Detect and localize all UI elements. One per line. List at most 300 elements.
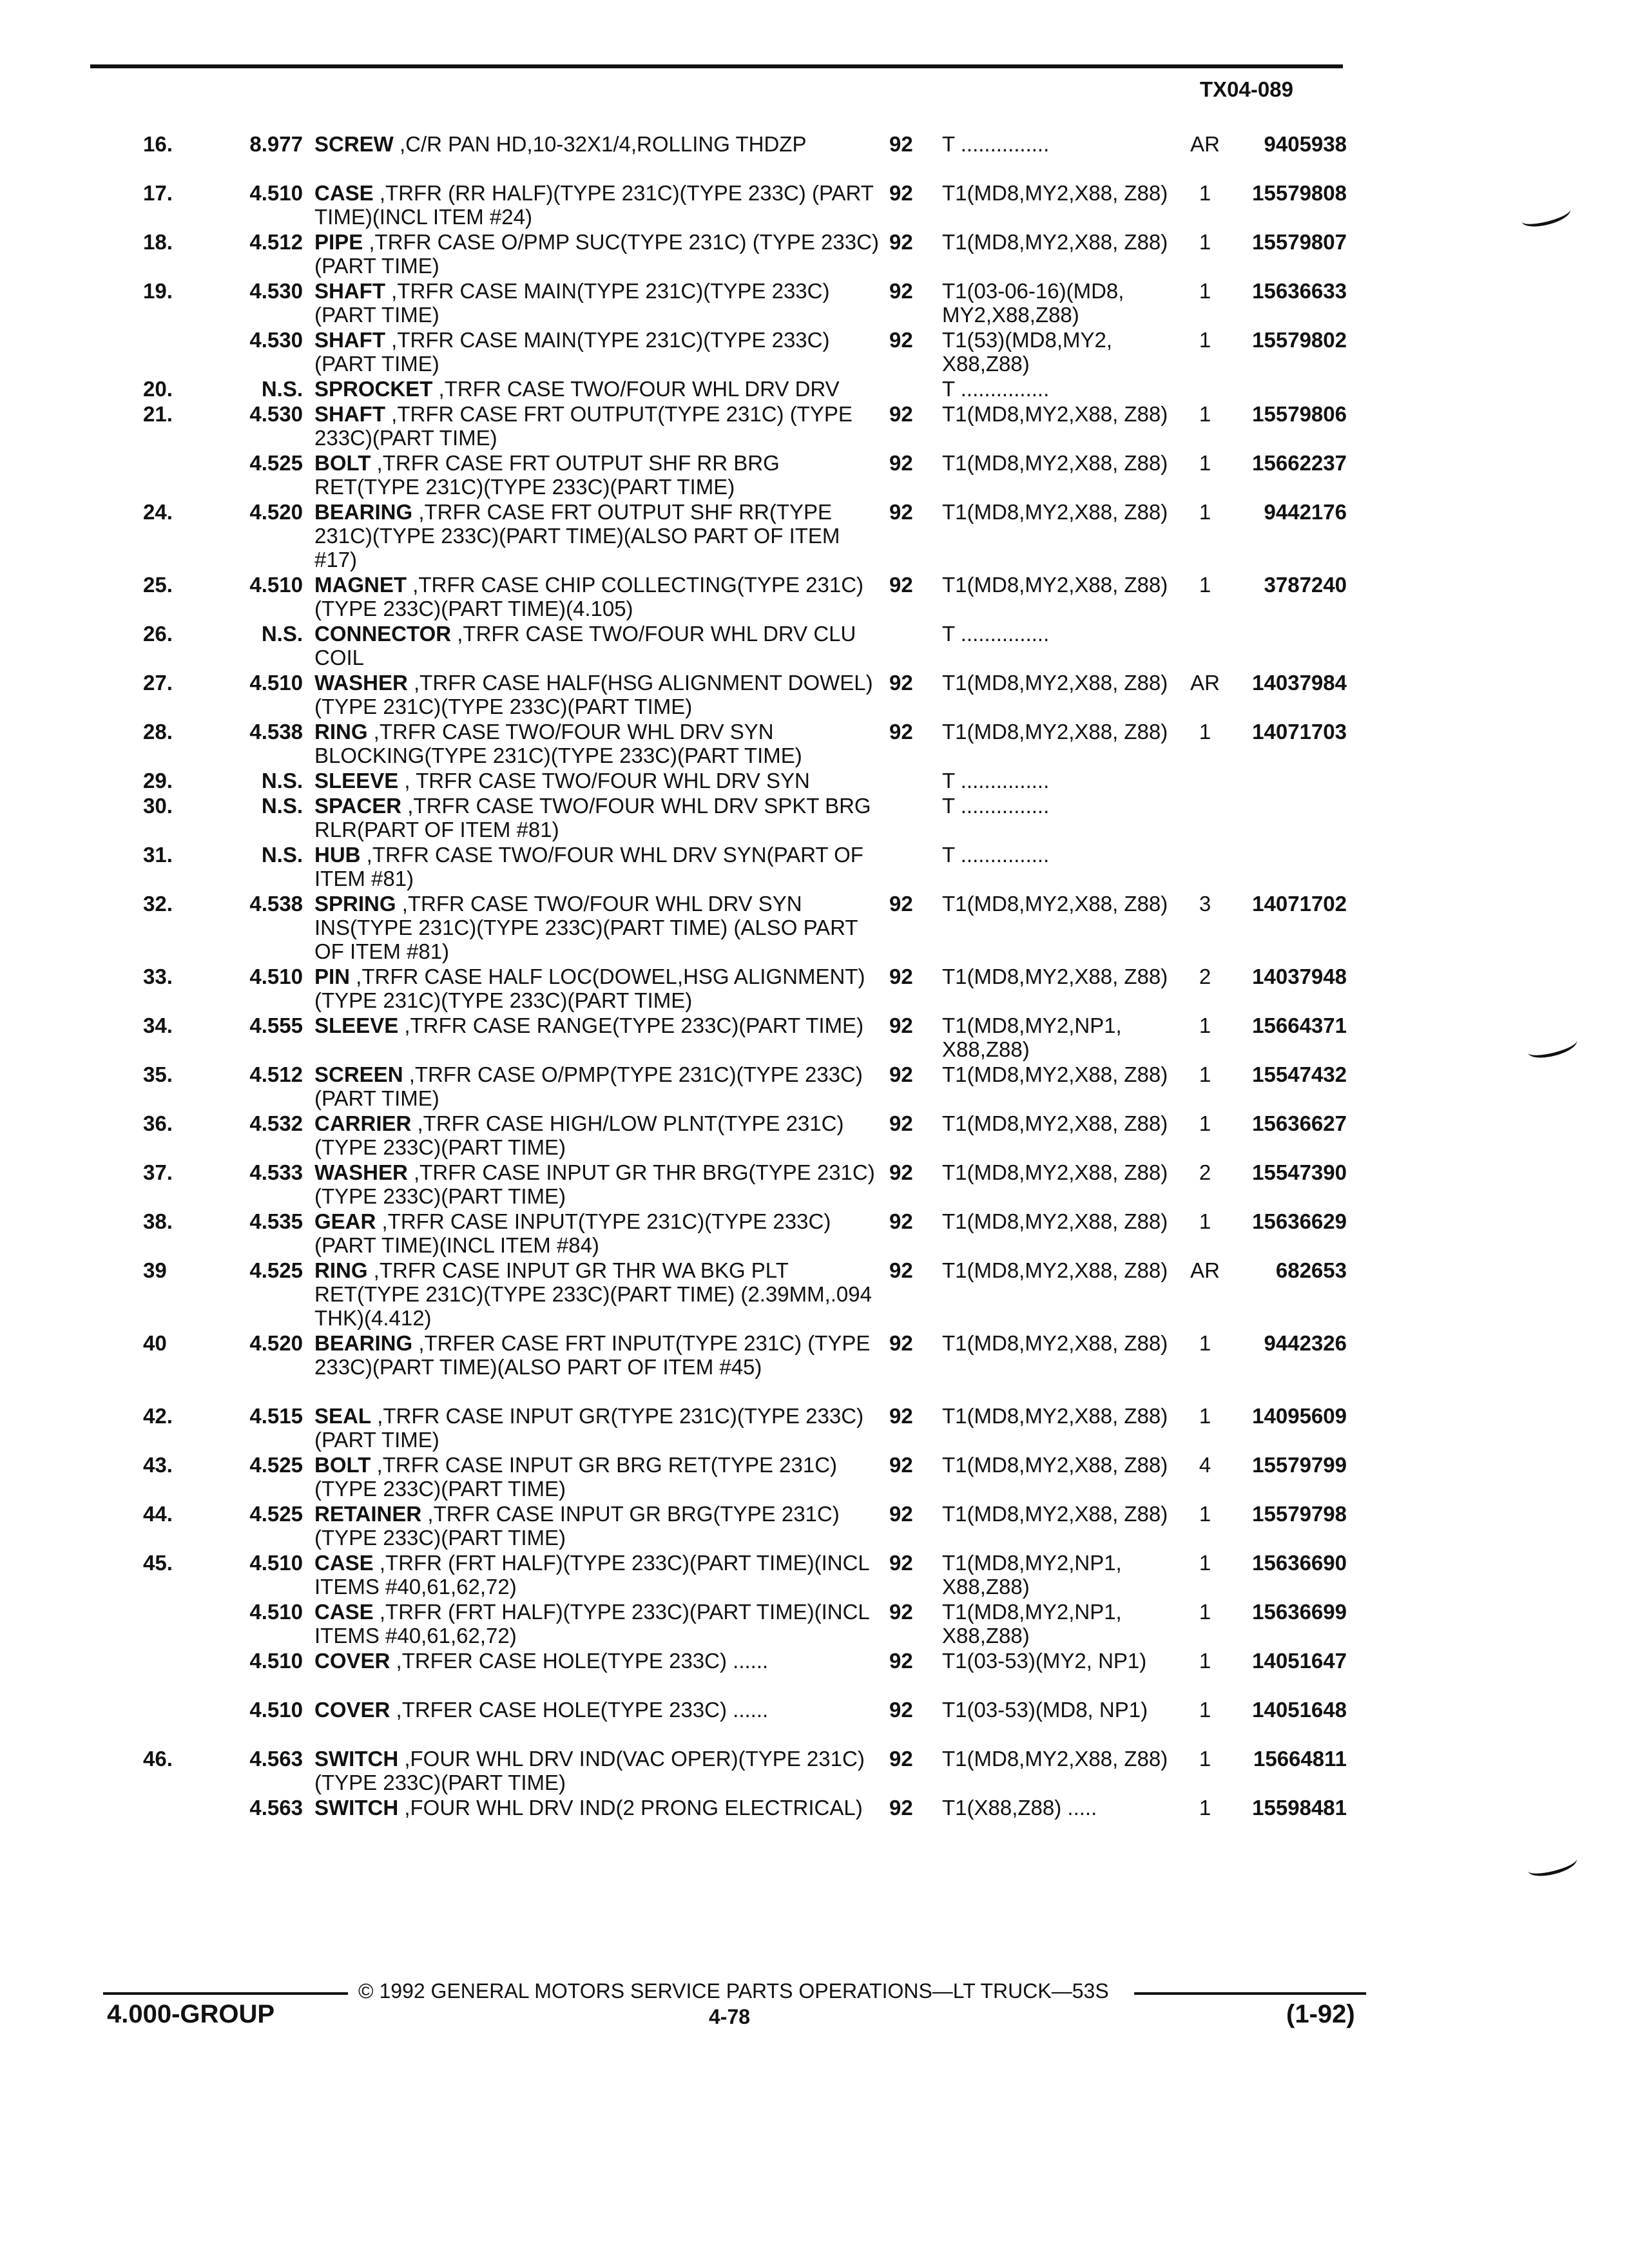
- item-number: 42.: [143, 1404, 173, 1428]
- part-row: [0, 1502, 1629, 1551]
- model-year: 92: [889, 573, 913, 597]
- illustration-reference: 4.563: [249, 1796, 303, 1820]
- application-codes: T1(MD8,MY2,NP1, X88,Z88): [942, 1551, 1122, 1599]
- illustration-reference: 4.555: [249, 1014, 303, 1037]
- part-detail: ,TRFR CASE O/PMP SUC(TYPE 231C) (TYPE 233C)(PART TIME): [314, 230, 879, 278]
- part-number: 15664811: [1253, 1747, 1347, 1771]
- part-name: SPROCKET: [314, 377, 433, 401]
- application-codes: T1(MD8,MY2,X88, Z88): [942, 965, 1168, 988]
- part-number: 15579807: [1252, 230, 1347, 254]
- part-name: WASHER: [314, 671, 408, 695]
- model-year: 92: [889, 1796, 913, 1820]
- illustration-reference: N.S.: [261, 622, 303, 646]
- part-detail: ,TRFR CASE RANGE(TYPE 233C)(PART TIME): [398, 1014, 864, 1037]
- item-number: 26.: [143, 622, 173, 646]
- model-year: 92: [889, 1649, 913, 1673]
- part-name: BOLT: [314, 451, 371, 475]
- part-name: SHAFT: [314, 328, 385, 352]
- part-description: [314, 965, 882, 1012]
- part-row: [0, 279, 1629, 328]
- illustration-reference: 4.510: [249, 965, 303, 988]
- part-description: [314, 132, 882, 156]
- page-number: 4-78: [709, 2005, 751, 2028]
- part-number: 15547432: [1252, 1062, 1347, 1086]
- part-name: RING: [314, 1258, 368, 1282]
- illustration-reference: 4.525: [249, 451, 303, 475]
- part-row: [0, 451, 1629, 500]
- part-detail: ,C/R PAN HD,10-32X1/4,ROLLING THDZP: [393, 132, 807, 156]
- part-name: GEAR: [314, 1209, 376, 1233]
- part-detail: ,TRFR CASE FRT OUTPUT(TYPE 231C) (TYPE 233C)(PART TIME): [314, 402, 853, 450]
- part-detail: ,TRFR CASE INPUT GR THR WA BKG PLT RET(TYPE 231C)(TYPE 233C)(PART TIME) (2.39MM,.094 THK)(4.412): [314, 1258, 872, 1330]
- application-codes: T1(MD8,MY2,X88, Z88): [942, 500, 1168, 524]
- top-rule: [90, 64, 1343, 68]
- part-detail: , TRFR CASE TWO/FOUR WHL DRV SYN: [398, 769, 810, 793]
- part-description: [314, 181, 882, 229]
- part-number: 15598481: [1252, 1796, 1347, 1820]
- model-year: 92: [889, 1331, 913, 1355]
- part-detail: ,TRFR CASE TWO/FOUR WHL DRV SYN INS(TYPE 231C)(TYPE 233C)(PART TIME) (ALSO PART OF ITEM #81): [314, 892, 858, 963]
- part-name: CASE: [314, 181, 374, 205]
- part-description: [314, 230, 882, 278]
- part-row: [0, 671, 1629, 720]
- part-description: [314, 328, 882, 376]
- model-year: 92: [889, 1600, 913, 1624]
- part-description: [314, 500, 882, 572]
- part-number: 15579798: [1252, 1502, 1347, 1526]
- part-number: 14095609: [1252, 1404, 1347, 1428]
- part-description: [314, 1796, 882, 1820]
- quantity: 1: [1199, 573, 1211, 597]
- application-codes: T1(MD8,MY2,X88, Z88): [942, 1747, 1168, 1771]
- part-name: HUB: [314, 843, 361, 867]
- illustration-reference: 4.533: [249, 1160, 303, 1184]
- model-year: 92: [889, 965, 913, 988]
- quantity: 1: [1199, 328, 1211, 352]
- part-number: 15636627: [1252, 1111, 1347, 1135]
- part-name: PIN: [314, 965, 351, 988]
- part-name: CONNECTOR: [314, 622, 452, 646]
- group-label: 4.000-GROUP: [107, 2000, 275, 2028]
- quantity: 1: [1199, 1551, 1211, 1575]
- item-number: 17.: [143, 181, 173, 205]
- item-number: 31.: [143, 843, 173, 867]
- part-row: [0, 377, 1629, 402]
- item-number: 29.: [143, 769, 173, 793]
- copyright-text: © 1992 GENERAL MOTORS SERVICE PARTS OPERATIONS—LT TRUCK—53S: [358, 1979, 1109, 2003]
- illustration-reference: 4.538: [249, 892, 303, 916]
- part-number: 9405938: [1264, 132, 1347, 156]
- part-name: RETAINER: [314, 1502, 422, 1526]
- part-row: [0, 1551, 1629, 1600]
- quantity: 1: [1199, 1698, 1211, 1722]
- application-codes: T1(03-53)(MD8, NP1): [942, 1698, 1148, 1722]
- item-number: 16.: [143, 132, 173, 156]
- part-number: 15636629: [1252, 1209, 1347, 1233]
- illustration-reference: 4.510: [249, 181, 303, 205]
- item-number: 39: [143, 1258, 167, 1282]
- item-number: 21.: [143, 402, 173, 426]
- item-number: 24.: [143, 500, 173, 524]
- illustration-reference: 4.563: [249, 1747, 303, 1771]
- model-year: 92: [889, 1404, 913, 1428]
- part-row: [0, 500, 1629, 573]
- document-number: TX04-089: [1200, 77, 1293, 101]
- part-name: WASHER: [314, 1160, 408, 1184]
- part-row: [0, 132, 1629, 181]
- part-row: [0, 1160, 1629, 1209]
- part-detail: ,TRFR CASE O/PMP(TYPE 231C)(TYPE 233C)(PART TIME): [314, 1062, 863, 1110]
- application-codes: T ...............: [942, 794, 1050, 818]
- item-number: 30.: [143, 794, 173, 818]
- item-number: 37.: [143, 1160, 173, 1184]
- part-description: [314, 451, 882, 499]
- part-name: CARRIER: [314, 1111, 412, 1135]
- part-description: [314, 1258, 882, 1330]
- illustration-reference: 4.510: [249, 1698, 303, 1722]
- application-codes: T1(MD8,MY2,X88, Z88): [942, 1062, 1168, 1086]
- part-name: SCREW: [314, 132, 394, 156]
- quantity: 1: [1199, 1404, 1211, 1428]
- part-number: 9442326: [1264, 1331, 1347, 1355]
- model-year: 92: [889, 1258, 913, 1282]
- part-number: 15636690: [1252, 1551, 1347, 1575]
- part-description: [314, 843, 882, 890]
- quantity: AR: [1190, 1258, 1220, 1282]
- part-description: [314, 1453, 882, 1501]
- part-description: [314, 377, 882, 401]
- application-codes: T1(MD8,MY2,X88, Z88): [942, 402, 1168, 426]
- model-year: 92: [889, 230, 913, 254]
- model-year: 92: [889, 451, 913, 475]
- model-year: 92: [889, 181, 913, 205]
- part-row: [0, 1600, 1629, 1649]
- item-number: 20.: [143, 377, 173, 401]
- illustration-reference: 4.535: [249, 1209, 303, 1233]
- illustration-reference: 4.510: [249, 1649, 303, 1673]
- quantity: 3: [1199, 892, 1211, 916]
- application-codes: T1(MD8,MY2,X88, Z88): [942, 573, 1168, 597]
- illustration-reference: N.S.: [261, 377, 303, 401]
- application-codes: T1(MD8,MY2,X88, Z88): [942, 1258, 1168, 1282]
- quantity: 1: [1199, 1600, 1211, 1624]
- illustration-reference: 4.532: [249, 1111, 303, 1135]
- item-number: 40: [143, 1331, 167, 1355]
- application-codes: T1(MD8,MY2,NP1, X88,Z88): [942, 1014, 1122, 1061]
- part-name: MAGNET: [314, 573, 407, 597]
- part-description: [314, 1600, 882, 1648]
- application-codes: T1(MD8,MY2,X88, Z88): [942, 892, 1168, 916]
- part-number: 14051648: [1252, 1698, 1347, 1722]
- quantity: 1: [1199, 500, 1211, 524]
- illustration-reference: 4.515: [249, 1404, 303, 1428]
- quantity: 1: [1199, 1209, 1211, 1233]
- quantity: 1: [1199, 451, 1211, 475]
- quantity: AR: [1190, 671, 1220, 695]
- part-number: 15664371: [1252, 1014, 1347, 1037]
- part-description: [314, 1331, 882, 1379]
- model-year: 92: [889, 1453, 913, 1477]
- item-number: 46.: [143, 1747, 173, 1771]
- part-row: [0, 1062, 1629, 1111]
- model-year: 92: [889, 1747, 913, 1771]
- part-row: [0, 1014, 1629, 1062]
- part-row: [0, 1404, 1629, 1453]
- part-row: [0, 965, 1629, 1014]
- margin-mark: [1526, 1850, 1579, 1880]
- part-name: CASE: [314, 1600, 374, 1624]
- part-description: [314, 1502, 882, 1550]
- part-row: [0, 794, 1629, 843]
- part-row: [0, 769, 1629, 794]
- part-number: 15579802: [1252, 328, 1347, 352]
- part-number: 15547390: [1252, 1160, 1347, 1184]
- quantity: 1: [1199, 279, 1211, 303]
- application-codes: T1(MD8,MY2,X88, Z88): [942, 1331, 1168, 1355]
- illustration-reference: N.S.: [261, 794, 303, 818]
- application-codes: T1(MD8,MY2,X88, Z88): [942, 1502, 1168, 1526]
- model-year: 92: [889, 132, 913, 156]
- illustration-reference: 4.520: [249, 500, 303, 524]
- quantity: 2: [1199, 1160, 1211, 1184]
- model-year: 92: [889, 1209, 913, 1233]
- model-year: 92: [889, 1160, 913, 1184]
- part-name: BOLT: [314, 1453, 371, 1477]
- model-year: 92: [889, 1062, 913, 1086]
- part-row: [0, 230, 1629, 279]
- part-row: [0, 892, 1629, 965]
- part-description: [314, 720, 882, 767]
- part-number: 682653: [1275, 1258, 1347, 1282]
- part-row: [0, 1649, 1629, 1698]
- part-row: [0, 1747, 1629, 1796]
- part-row: [0, 1698, 1629, 1747]
- part-detail: ,TRFR CASE INPUT GR BRG RET(TYPE 231C)(TYPE 233C)(PART TIME): [314, 1453, 838, 1501]
- part-description: [314, 1551, 882, 1599]
- part-row: [0, 328, 1629, 377]
- part-name: SHAFT: [314, 402, 385, 426]
- illustration-reference: 4.530: [249, 279, 303, 303]
- application-codes: T ...............: [942, 769, 1050, 793]
- part-description: [314, 402, 882, 450]
- part-row: [0, 402, 1629, 451]
- part-description: [314, 892, 882, 963]
- part-number: 15636633: [1252, 279, 1347, 303]
- application-codes: T ...............: [942, 622, 1050, 646]
- part-number: 3787240: [1264, 573, 1347, 597]
- part-number: 15579808: [1252, 181, 1347, 205]
- part-name: BEARING: [314, 1331, 413, 1355]
- illustration-reference: N.S.: [261, 843, 303, 867]
- quantity: 1: [1199, 1331, 1211, 1355]
- application-codes: T1(MD8,MY2,X88, Z88): [942, 1209, 1168, 1233]
- part-description: [314, 1404, 882, 1452]
- illustration-reference: 4.525: [249, 1258, 303, 1282]
- application-codes: T1(MD8,MY2,X88, Z88): [942, 720, 1168, 744]
- part-name: SHAFT: [314, 279, 385, 303]
- parts-list: [0, 132, 1629, 1845]
- model-year: 92: [889, 1014, 913, 1037]
- quantity: 1: [1199, 230, 1211, 254]
- part-detail: ,TRFR CASE HALF LOC(DOWEL,HSG ALIGNMENT)(TYPE 231C)(TYPE 233C)(PART TIME): [314, 965, 865, 1012]
- part-number: 14037984: [1252, 671, 1347, 695]
- part-detail: ,TRFR CASE FRT OUTPUT SHF RR BRG RET(TYPE 231C)(TYPE 233C)(PART TIME): [314, 451, 780, 499]
- quantity: 1: [1199, 1111, 1211, 1135]
- application-codes: T ...............: [942, 377, 1050, 401]
- part-description: [314, 769, 882, 793]
- part-detail: ,TRFR CASE INPUT(TYPE 231C)(TYPE 233C)(PART TIME)(INCL ITEM #84): [314, 1209, 831, 1257]
- part-row: [0, 1258, 1629, 1331]
- part-row: [0, 720, 1629, 769]
- illustration-reference: 8.977: [249, 132, 303, 156]
- application-codes: T1(MD8,MY2,X88, Z88): [942, 451, 1168, 475]
- part-row: [0, 1209, 1629, 1258]
- part-detail: ,FOUR WHL DRV IND(VAC OPER)(TYPE 231C)(TYPE 233C)(PART TIME): [314, 1747, 865, 1794]
- quantity: AR: [1190, 132, 1220, 156]
- illustration-reference: 4.530: [249, 402, 303, 426]
- part-number: 15579799: [1252, 1453, 1347, 1477]
- illustration-reference: N.S.: [261, 769, 303, 793]
- application-codes: T1(MD8,MY2,X88, Z88): [942, 230, 1168, 254]
- model-year: 92: [889, 892, 913, 916]
- part-description: [314, 1698, 882, 1722]
- part-description: [314, 1014, 882, 1037]
- part-number: 15636699: [1252, 1600, 1347, 1624]
- part-number: 15579806: [1252, 402, 1347, 426]
- part-description: [314, 794, 882, 841]
- part-number: 14071702: [1252, 892, 1347, 916]
- quantity: 1: [1199, 1747, 1211, 1771]
- item-number: 18.: [143, 230, 173, 254]
- part-name: BEARING: [314, 500, 413, 524]
- part-row: [0, 843, 1629, 892]
- quantity: 1: [1199, 1649, 1211, 1673]
- part-row: [0, 1796, 1629, 1845]
- part-detail: ,TRFR CASE TWO/FOUR WHL DRV CLU COIL: [314, 622, 856, 669]
- quantity: 2: [1199, 965, 1211, 988]
- illustration-reference: 4.512: [249, 230, 303, 254]
- part-name: COVER: [314, 1649, 390, 1673]
- part-description: [314, 279, 882, 327]
- revision-date: (1-92): [1286, 2000, 1355, 2028]
- part-description: [314, 671, 882, 718]
- part-description: [314, 1209, 882, 1257]
- part-name: SLEEVE: [314, 769, 399, 793]
- part-row: [0, 181, 1629, 230]
- part-name: SWITCH: [314, 1747, 399, 1771]
- part-detail: ,TRFR (RR HALF)(TYPE 231C)(TYPE 233C) (PART TIME)(INCL ITEM #24): [314, 181, 874, 229]
- part-detail: ,TRFR CASE MAIN(TYPE 231C)(TYPE 233C)(PART TIME): [314, 328, 830, 376]
- item-number: 33.: [143, 965, 173, 988]
- part-description: [314, 1111, 882, 1159]
- item-number: 34.: [143, 1014, 173, 1037]
- quantity: 1: [1199, 181, 1211, 205]
- part-description: [314, 1747, 882, 1794]
- application-codes: T1(MD8,MY2,X88, Z88): [942, 1160, 1168, 1184]
- quantity: 1: [1199, 1796, 1211, 1820]
- part-description: [314, 622, 882, 669]
- quantity: 1: [1199, 1014, 1211, 1037]
- application-codes: T ...............: [942, 132, 1050, 156]
- model-year: 92: [889, 1502, 913, 1526]
- illustration-reference: 4.510: [249, 671, 303, 695]
- item-number: 43.: [143, 1453, 173, 1477]
- part-name: SPACER: [314, 794, 402, 818]
- illustration-reference: 4.510: [249, 1600, 303, 1624]
- item-number: 25.: [143, 573, 173, 597]
- application-codes: T1(MD8,MY2,NP1, X88,Z88): [942, 1600, 1122, 1648]
- item-number: 35.: [143, 1062, 173, 1086]
- part-detail: ,TRFR CASE TWO/FOUR WHL DRV DRV: [432, 377, 840, 401]
- part-name: SEAL: [314, 1404, 372, 1428]
- part-description: [314, 1160, 882, 1208]
- part-name: SLEEVE: [314, 1014, 399, 1037]
- part-number: 9442176: [1264, 500, 1347, 524]
- part-number: 14071703: [1252, 720, 1347, 744]
- part-detail: ,TRFR CASE CHIP COLLECTING(TYPE 231C)(TYPE 233C)(PART TIME)(4.105): [314, 573, 864, 620]
- illustration-reference: 4.538: [249, 720, 303, 744]
- part-number: 14051647: [1252, 1649, 1347, 1673]
- part-detail: ,TRFR CASE INPUT GR THR BRG(TYPE 231C)(TYPE 233C)(PART TIME): [314, 1160, 875, 1208]
- item-number: 28.: [143, 720, 173, 744]
- application-codes: T1(MD8,MY2,X88, Z88): [942, 181, 1168, 205]
- model-year: 92: [889, 402, 913, 426]
- part-detail: ,TRFR CASE FRT OUTPUT SHF RR(TYPE 231C)(TYPE 233C)(PART TIME)(ALSO PART OF ITEM #17): [314, 500, 840, 572]
- part-row: [0, 1331, 1629, 1404]
- illustration-reference: 4.512: [249, 1062, 303, 1086]
- part-name: CASE: [314, 1551, 374, 1575]
- model-year: 92: [889, 720, 913, 744]
- part-detail: ,TRFR CASE INPUT GR BRG(TYPE 231C)(TYPE 233C)(PART TIME): [314, 1502, 840, 1550]
- part-description: [314, 573, 882, 620]
- part-detail: ,TRFR CASE TWO/FOUR WHL DRV SYN BLOCKING(TYPE 231C)(TYPE 233C)(PART TIME): [314, 720, 802, 767]
- part-detail: ,TRFR CASE MAIN(TYPE 231C)(TYPE 233C)(PART TIME): [314, 279, 830, 327]
- part-detail: ,TRFER CASE FRT INPUT(TYPE 231C) (TYPE 233C)(PART TIME)(ALSO PART OF ITEM #45): [314, 1331, 871, 1379]
- part-number: 15662237: [1252, 451, 1347, 475]
- application-codes: T1(MD8,MY2,X88, Z88): [942, 671, 1168, 695]
- item-number: 45.: [143, 1551, 173, 1575]
- item-number: 32.: [143, 892, 173, 916]
- application-codes: T1(MD8,MY2,X88, Z88): [942, 1404, 1168, 1428]
- part-description: [314, 1649, 882, 1673]
- application-codes: T1(MD8,MY2,X88, Z88): [942, 1111, 1168, 1135]
- illustration-reference: 4.525: [249, 1502, 303, 1526]
- quantity: 1: [1199, 720, 1211, 744]
- illustration-reference: 4.510: [249, 1551, 303, 1575]
- part-row: [0, 1111, 1629, 1160]
- part-number: 14037948: [1252, 965, 1347, 988]
- model-year: 92: [889, 1111, 913, 1135]
- part-detail: ,FOUR WHL DRV IND(2 PRONG ELECTRICAL): [398, 1796, 863, 1820]
- illustration-reference: 4.530: [249, 328, 303, 352]
- item-number: 27.: [143, 671, 173, 695]
- part-row: [0, 1453, 1629, 1502]
- part-detail: ,TRFR (FRT HALF)(TYPE 233C)(PART TIME)(INCL ITEMS #40,61,62,72): [314, 1551, 869, 1599]
- quantity: 4: [1199, 1453, 1211, 1477]
- application-codes: T1(03-06-16)(MD8, MY2,X88,Z88): [942, 279, 1124, 327]
- illustration-reference: 4.520: [249, 1331, 303, 1355]
- part-name: RING: [314, 720, 368, 744]
- part-name: PIPE: [314, 230, 363, 254]
- item-number: 19.: [143, 279, 173, 303]
- model-year: 92: [889, 500, 913, 524]
- model-year: 92: [889, 671, 913, 695]
- part-name: COVER: [314, 1698, 390, 1722]
- model-year: 92: [889, 279, 913, 303]
- illustration-reference: 4.525: [249, 1453, 303, 1477]
- part-detail: ,TRFR CASE TWO/FOUR WHL DRV SYN(PART OF ITEM #81): [314, 843, 863, 890]
- part-detail: ,TRFR CASE HALF(HSG ALIGNMENT DOWEL)(TYPE 231C)(TYPE 233C)(PART TIME): [314, 671, 873, 718]
